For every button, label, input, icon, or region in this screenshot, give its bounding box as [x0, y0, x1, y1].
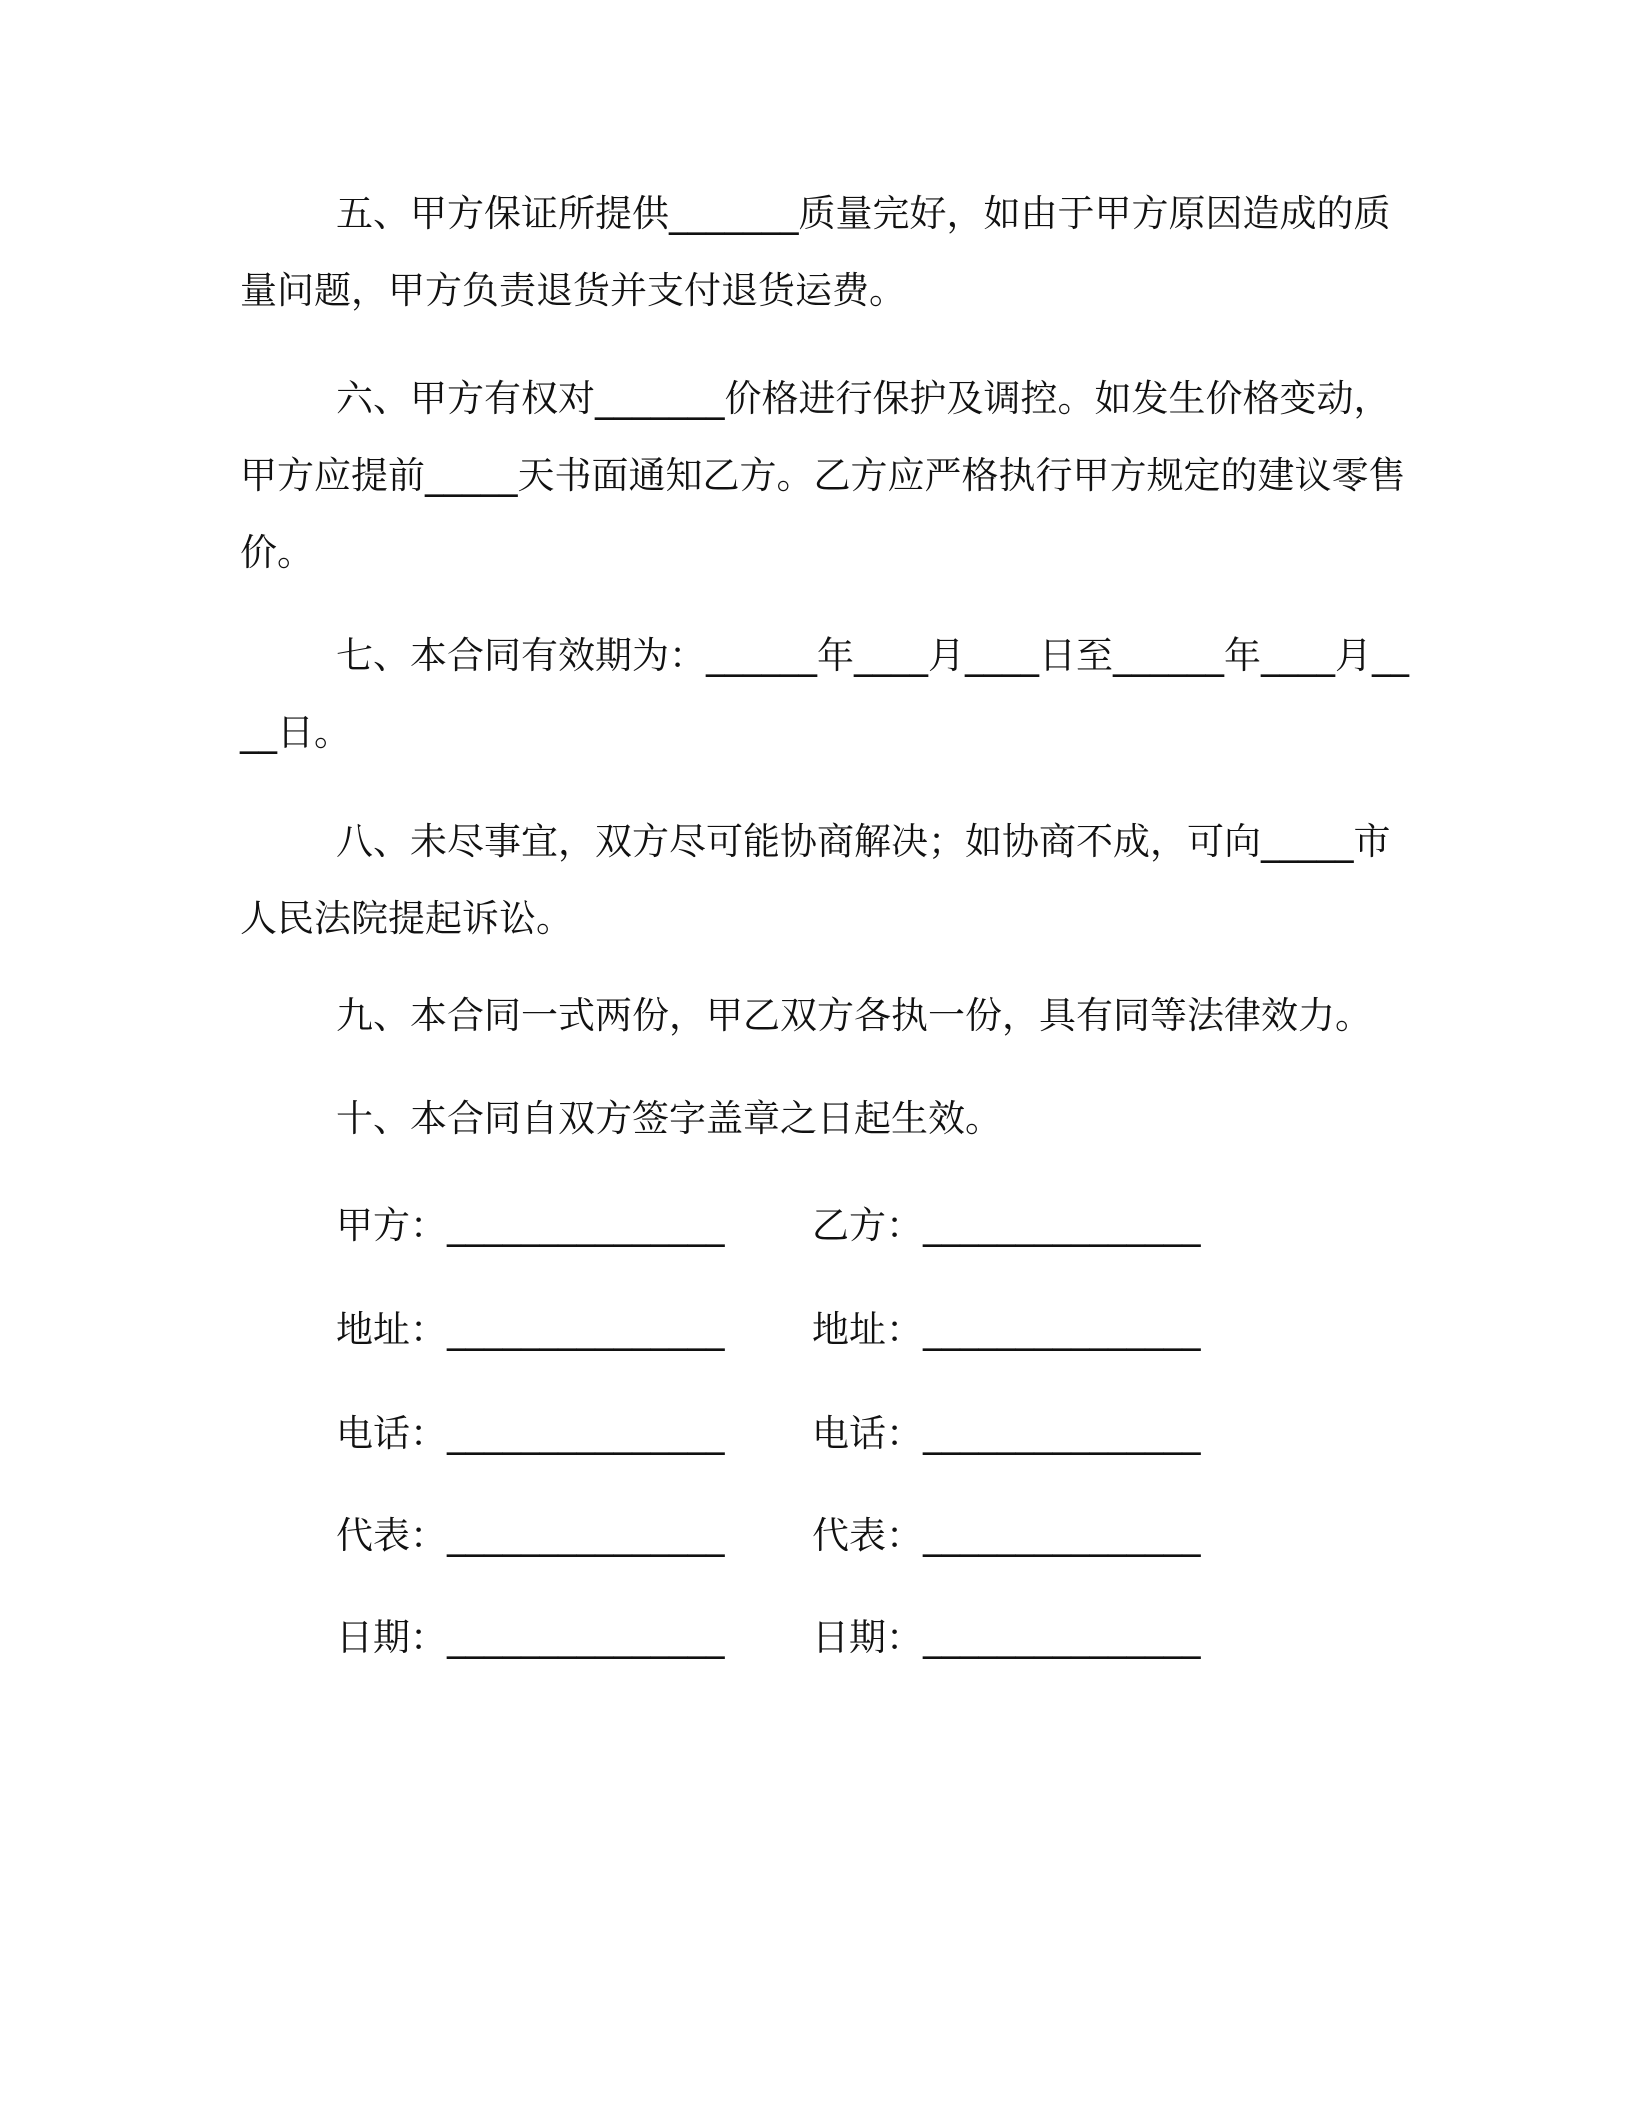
- signature-row-address: [336, 1300, 1296, 1360]
- representative-a-field: 代表：_______________: [336, 1514, 725, 1557]
- signature-row-representative: [336, 1506, 1296, 1566]
- signature-row-party: [336, 1196, 1296, 1256]
- clause-7: 七、本合同有效期为：______年____月____日至______年____月____日。: [240, 634, 1409, 754]
- party-b-field: 乙方：_______________: [812, 1204, 1201, 1247]
- representative-b-field: 代表：_______________: [812, 1514, 1201, 1557]
- phone-a-field: 电话：_______________: [336, 1412, 725, 1455]
- clause-10: 十、本合同自双方签字盖章之日起生效。: [336, 1097, 1002, 1140]
- date-a-field: 日期：_______________: [336, 1616, 725, 1659]
- clause-8: 八、未尽事宜，双方尽可能协商解决；如协商不成，可向_____市人民法院提起诉讼。: [240, 820, 1391, 940]
- clause-9: 九、本合同一式两份，甲乙双方各执一份，具有同等法律效力。: [336, 994, 1372, 1037]
- clause-6: 六、甲方有权对_______价格进行保护及调控。如发生价格变动，甲方应提前_____天书面通知乙方。乙方应严格执行甲方规定的建议零售价。: [240, 377, 1406, 574]
- address-a-field: 地址：_______________: [336, 1308, 725, 1351]
- signature-row-phone: [336, 1404, 1296, 1464]
- date-b-field: 日期：_______________: [812, 1616, 1201, 1659]
- phone-b-field: 电话：_______________: [812, 1412, 1201, 1455]
- address-b-field: 地址：_______________: [812, 1308, 1201, 1351]
- signature-row-date: [336, 1608, 1296, 1668]
- clause-5: 五、甲方保证所提供_______质量完好，如由于甲方原因造成的质量问题，甲方负责退货并支付退货运费。: [240, 192, 1391, 312]
- party-a-field: 甲方：_______________: [336, 1204, 725, 1247]
